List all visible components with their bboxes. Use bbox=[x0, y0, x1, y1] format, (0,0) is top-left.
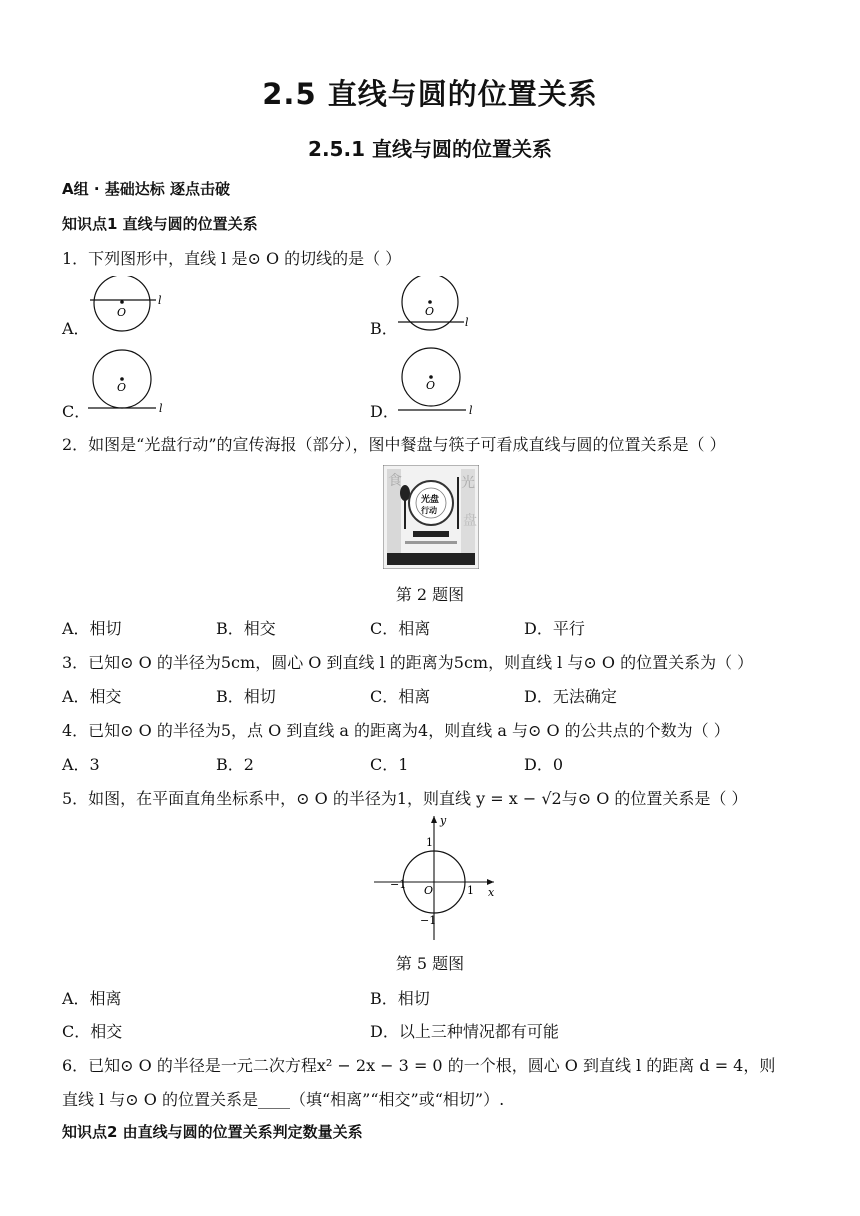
q1-option-a-label: A． bbox=[62, 319, 90, 338]
q4-option-d: D．0 bbox=[524, 755, 564, 774]
q5-caption: 第 5 题图 bbox=[395, 954, 465, 973]
page-title: 2.5 直线与圆的位置关系 bbox=[262, 77, 598, 111]
q2-poster-line2: 行动 bbox=[421, 505, 437, 515]
q1b-center-label: O bbox=[425, 305, 435, 318]
q5-x-label: x bbox=[488, 886, 495, 899]
q2-option-d: D．平行 bbox=[524, 619, 585, 638]
q5-x-tick-neg1: −1 bbox=[390, 878, 407, 891]
q1d-line-label: l bbox=[469, 404, 473, 414]
q1-figure-c bbox=[84, 344, 174, 414]
q1b-center-dot bbox=[428, 300, 432, 304]
q3-option-b: B．相切 bbox=[216, 687, 276, 706]
question-4-stem: 4．已知⊙ O 的半径为5，点 O 到直线 a 的距离为4，则直线 a 与⊙ O 的公共点的个数为（ ） bbox=[62, 721, 730, 740]
question-5-stem: 5．如图，在平面直角坐标系中，⊙ O 的半径为1，则直线 y = x − √2与⊙ O 的位置关系是（ ） bbox=[62, 789, 748, 808]
q1a-center-dot bbox=[120, 300, 124, 304]
question-6-line-2: 直线 l 与⊙ O 的位置关系是____（填“相离”“相交”或“相切”）. bbox=[62, 1090, 505, 1109]
q5-x-arrow-icon bbox=[487, 879, 494, 885]
q5-y-tick-neg1: −1 bbox=[420, 914, 437, 927]
question-3-stem: 3．已知⊙ O 的半径为5cm，圆心 O 到直线 l 的距离为5cm，则直线 l 与⊙ O 的位置关系为（ ） bbox=[62, 653, 754, 672]
q4-option-b: B．2 bbox=[216, 755, 254, 774]
q5-option-b: B．相切 bbox=[370, 989, 430, 1008]
q5-y-tick-1: 1 bbox=[426, 836, 433, 849]
q4-option-a: A．3 bbox=[62, 755, 100, 774]
q1-figure-b bbox=[392, 276, 482, 336]
question-1-stem: 1．下列图形中，直线 l 是⊙ O 的切线的是（ ） bbox=[62, 249, 402, 268]
q5-option-a: A．相离 bbox=[62, 989, 122, 1008]
svg-text:盘: 盘 bbox=[463, 513, 477, 529]
q5-x-tick-1: 1 bbox=[467, 884, 474, 897]
q2-poster-image bbox=[383, 465, 479, 569]
q5-y-label: y bbox=[440, 814, 447, 827]
q1-option-c-label: C． bbox=[62, 402, 91, 421]
q1a-center-label: O bbox=[117, 306, 127, 319]
q2-poster-line1: 光盘 bbox=[421, 495, 440, 505]
q5-coordinate-figure bbox=[370, 812, 500, 942]
svg-text:食: 食 bbox=[388, 473, 402, 489]
q1-option-b-label: B． bbox=[370, 319, 398, 338]
q5-option-c: C．相交 bbox=[62, 1022, 123, 1041]
q2-caption: 第 2 题图 bbox=[395, 585, 465, 604]
q1-figure-d bbox=[392, 344, 482, 414]
q2-option-c: C．相离 bbox=[370, 619, 431, 638]
q1c-line-label: l bbox=[159, 402, 163, 414]
q1d-center-label: O bbox=[426, 379, 436, 392]
q2-chopstick-icon bbox=[457, 477, 459, 529]
q1-figure-a bbox=[84, 276, 174, 336]
question-2-stem: 2．如图是“光盘行动”的宣传海报（部分），图中餐盘与筷子可看成直线与圆的位置关系是（ ） bbox=[62, 435, 726, 454]
knowledge-point-2-heading: 知识点2 由直线与圆的位置关系判定数量关系 bbox=[62, 1123, 363, 1141]
q1a-line-label: l bbox=[158, 294, 162, 307]
svg-text:光: 光 bbox=[461, 475, 475, 491]
q1-option-d-label: D． bbox=[370, 402, 399, 421]
q2-option-b: B．相交 bbox=[216, 619, 276, 638]
question-6-line-1: 6．已知⊙ O 的半径是一元二次方程x² − 2x − 3 = 0 的一个根，圆心 O 到直线 l 的距离 d = 4，则 bbox=[62, 1056, 776, 1075]
q1c-center-label: O bbox=[117, 381, 127, 394]
q1b-line-label: l bbox=[465, 316, 469, 329]
q3-option-a: A．相交 bbox=[62, 687, 122, 706]
q3-option-c: C．相离 bbox=[370, 687, 431, 706]
q5-option-d: D．以上三种情况都有可能 bbox=[370, 1022, 559, 1041]
q4-option-c: C．1 bbox=[370, 755, 409, 774]
q5-origin-label: O bbox=[424, 884, 434, 897]
group-heading: A组 · 基础达标 逐点击破 bbox=[62, 180, 230, 198]
q3-option-d: D．无法确定 bbox=[524, 687, 617, 706]
q2-option-a: A．相切 bbox=[62, 619, 122, 638]
page-subtitle: 2.5.1 直线与圆的位置关系 bbox=[308, 137, 552, 161]
knowledge-point-1-heading: 知识点1 直线与圆的位置关系 bbox=[62, 215, 258, 233]
q5-y-arrow-icon bbox=[431, 816, 437, 823]
